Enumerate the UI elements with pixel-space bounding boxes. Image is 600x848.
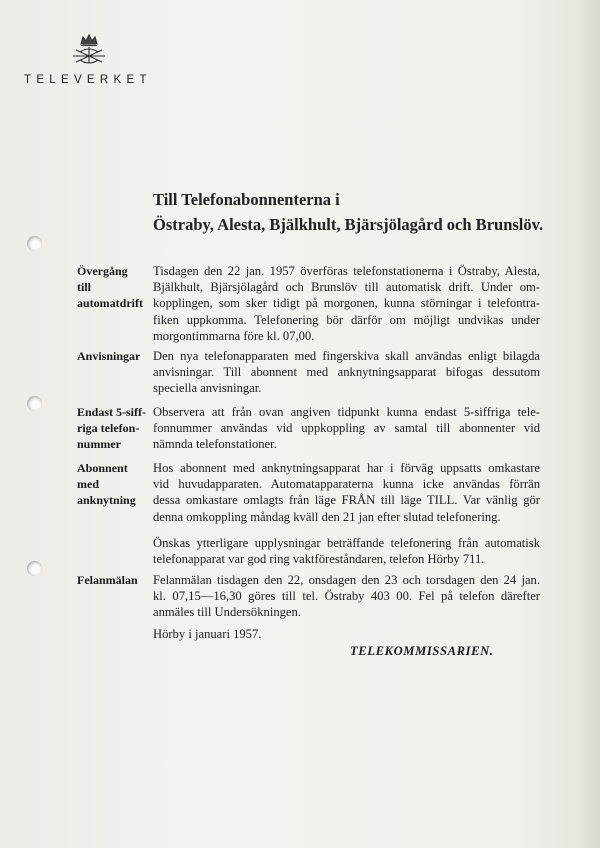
section-label-line: till xyxy=(77,280,91,295)
text-line: Felanmälan tisdagen den 22, onsdagen den 23 och torsdagen den 24 jan. xyxy=(153,573,540,587)
text-line: Bjälkhult, Bjärsjölagård och Brunslöv till automatisk drift. Under om- xyxy=(153,280,540,295)
text-line: kopplingen, som sker tidigt på morgonen, kunna störningar i telefontra- xyxy=(153,296,540,311)
section-label-line: Abonnent xyxy=(77,461,128,475)
section-label-line: automatdrift xyxy=(77,296,143,311)
crown-emblem-icon xyxy=(70,32,108,66)
text-line: anvisningar. Till abonnent med anknytningsapparat bifogas dessutom xyxy=(153,365,540,380)
text-line: Tisdagen den 22 jan. 1957 överföras telefonstationerna i Östraby, Alesta, xyxy=(153,264,540,278)
section-label-line: Anvisningar xyxy=(77,349,141,363)
text-line: Önskas ytterligare upplysningar beträffande telefonering från automatisk xyxy=(153,536,540,550)
punch-hole xyxy=(27,396,42,411)
section-label xyxy=(77,404,146,453)
brand-name: TELEVERKET xyxy=(24,74,152,86)
section-label-line: Endast 5-siff- xyxy=(77,405,147,419)
section-text xyxy=(153,263,540,344)
section-label-line: med xyxy=(77,477,99,492)
text-line: speciella anvisningar. xyxy=(153,381,262,396)
section-label-line: riga telefon- xyxy=(77,421,140,436)
section-label xyxy=(77,263,143,312)
section-label xyxy=(77,348,140,364)
text-line: anmäles till Undersökningen. xyxy=(153,605,301,620)
section-text xyxy=(153,572,540,621)
punch-hole xyxy=(27,561,42,576)
punch-hole xyxy=(27,236,42,251)
section-label-line: anknytning xyxy=(77,493,136,508)
place-date: Hörby i januari 1957. xyxy=(153,627,262,641)
section-text xyxy=(153,535,540,567)
text-line: dessa omkastare omlagts från läge FRÅN till läge TILL. Var vänlig gör xyxy=(153,493,540,508)
text-line: vid huvudapparaten. Automatapparaterna kunna icke användas förrän xyxy=(153,477,540,492)
section-label xyxy=(77,572,138,588)
signature: TELEKOMMISSARIEN. xyxy=(350,644,494,658)
title-line-1: Till Telefonabonnenterna i xyxy=(153,190,340,209)
section-label xyxy=(77,460,136,509)
text-line: denna omkoppling måndag kväll den 21 jan efter slutad telefonering. xyxy=(153,509,501,524)
text-line: telefonapparat var god ring vaktföreståndaren, telefon Hörby 711. xyxy=(153,552,485,567)
section-label-line: Felanmälan xyxy=(77,573,138,587)
title-line-2: Östraby, Alesta, Bjälkhult, Bjärsjölagård och Brunslöv. xyxy=(153,215,544,234)
section-label-line: nummer xyxy=(77,437,121,452)
text-line: Observera att från ovan angiven tidpunkt kunna endast 5-siffriga tele- xyxy=(153,405,540,419)
section-label-line: Övergång xyxy=(77,264,128,278)
text-line: fiken uppkomma. Telefonering bör därför om möjligt undvikas under xyxy=(153,312,540,327)
section-text xyxy=(153,460,540,525)
text-line: nämnda telefonstationer. xyxy=(153,437,277,452)
section-text xyxy=(153,348,540,397)
text-line: morgontimmarna före kl. 07,00. xyxy=(153,328,315,343)
text-line: fonnummer användas vid uppkoppling av samtal till abonnenter vid xyxy=(153,421,540,436)
section-text xyxy=(153,404,540,453)
text-line: Hos abonnent med anknytningsapparat har i förväg uppsatts omkastare xyxy=(153,461,540,475)
text-line: kl. 07,15—16,30 göres till tel. Östraby 403 00. Fel på telefon därefter xyxy=(153,589,540,604)
text-line: Den nya telefonapparaten med fingerskiva skall användas enligt bilagda xyxy=(153,349,540,363)
